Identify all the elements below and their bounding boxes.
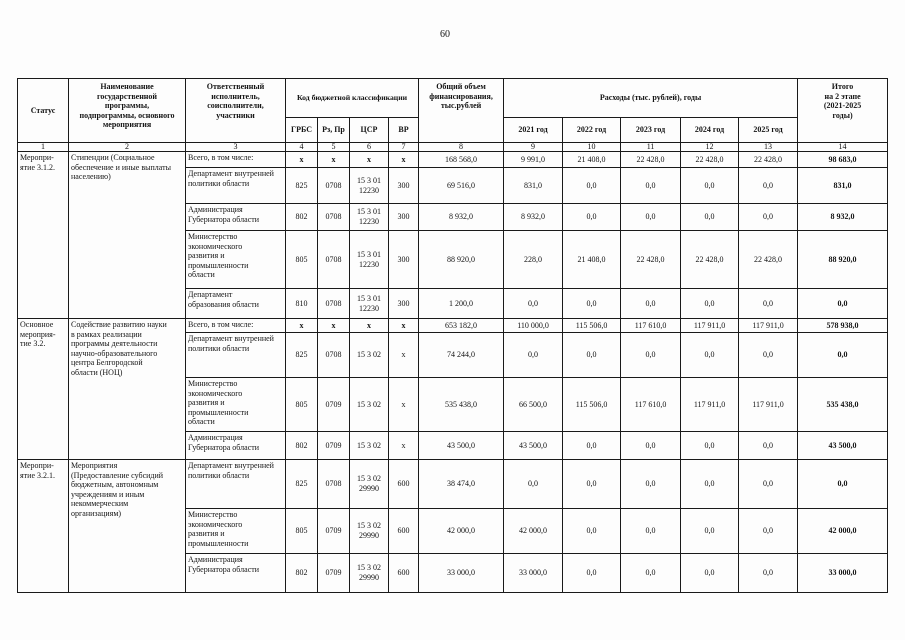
total-funding-cell: 42 000,0 bbox=[419, 509, 504, 554]
header-vr: ВР bbox=[389, 118, 419, 143]
stage-total-cell: 8 932,0 bbox=[798, 204, 888, 231]
responsible-cell: Администрация Губернатора области bbox=[186, 432, 286, 460]
year-2025-cell: 0,0 bbox=[739, 554, 798, 593]
stage-total-cell: 0,0 bbox=[798, 333, 888, 378]
grbs-cell: 805 bbox=[286, 378, 318, 432]
year-2022-cell: 0,0 bbox=[563, 554, 621, 593]
column-number-14: 14 bbox=[798, 143, 888, 152]
column-number-13: 13 bbox=[739, 143, 798, 152]
header-csr: ЦСР bbox=[350, 118, 389, 143]
header-responsible: Ответственный исполнитель, соисполнители, участники bbox=[186, 79, 286, 143]
grbs-cell: 802 bbox=[286, 204, 318, 231]
total-funding-cell: 38 474,0 bbox=[419, 460, 504, 509]
total-funding-cell: 168 568,0 bbox=[419, 152, 504, 168]
year-2024-cell: 0,0 bbox=[681, 168, 739, 204]
csr-cell: 15 3 01 12230 bbox=[350, 168, 389, 204]
year-2025-cell: 117 911,0 bbox=[739, 378, 798, 432]
rzpr-cell: 0709 bbox=[318, 554, 350, 593]
year-2023-cell: 0,0 bbox=[621, 509, 681, 554]
header-total-funding: Общий объем финансирования, тыс.рублей bbox=[419, 79, 504, 143]
grbs-cell: 805 bbox=[286, 231, 318, 289]
grbs-cell: 802 bbox=[286, 554, 318, 593]
vr-cell: 300 bbox=[389, 204, 419, 231]
year-2024-cell: 0,0 bbox=[681, 333, 739, 378]
rzpr-cell: 0709 bbox=[318, 432, 350, 460]
column-number-9: 9 bbox=[504, 143, 563, 152]
year-2024-cell: 0,0 bbox=[681, 204, 739, 231]
year-2023-cell: 0,0 bbox=[621, 204, 681, 231]
grbs-cell: 825 bbox=[286, 333, 318, 378]
year-2021-cell: 43 500,0 bbox=[504, 432, 563, 460]
csr-cell: 15 3 01 12230 bbox=[350, 231, 389, 289]
year-2023-cell: 0,0 bbox=[621, 554, 681, 593]
header-year-2021: 2021 год bbox=[504, 118, 563, 143]
year-2022-cell: 0,0 bbox=[563, 509, 621, 554]
year-2024-cell: 0,0 bbox=[681, 509, 739, 554]
header-stage-total: Итого на 2 этапе (2021-2025 годы) bbox=[798, 79, 888, 143]
stage-total-cell: 831,0 bbox=[798, 168, 888, 204]
year-2023-cell: 0,0 bbox=[621, 333, 681, 378]
stage-total-cell: 43 500,0 bbox=[798, 432, 888, 460]
stage-total-cell: 0,0 bbox=[798, 460, 888, 509]
responsible-cell: Администрация Губернатора области bbox=[186, 554, 286, 593]
year-2025-cell: 22 428,0 bbox=[739, 231, 798, 289]
stage-total-cell: 42 000,0 bbox=[798, 509, 888, 554]
year-2024-cell: 0,0 bbox=[681, 289, 739, 319]
stage-total-cell: 0,0 bbox=[798, 289, 888, 319]
status-cell: Меропри- ятие 3.2.1. bbox=[18, 460, 69, 593]
grbs-cell: 805 bbox=[286, 509, 318, 554]
program-name-cell: Содействие развитию науки в рамках реализации программы деятельности научно-образовательного центра Белгородской области (НОЦ) bbox=[69, 319, 186, 460]
total-funding-cell: 1 200,0 bbox=[419, 289, 504, 319]
status-cell: Меропри- ятие 3.1.2. bbox=[18, 152, 69, 319]
vr-cell: х bbox=[389, 152, 419, 168]
vr-cell: х bbox=[389, 378, 419, 432]
column-number-3: 3 bbox=[186, 143, 286, 152]
rzpr-cell: 0708 bbox=[318, 231, 350, 289]
csr-cell: 15 3 02 29990 bbox=[350, 460, 389, 509]
header-year-2023: 2023 год bbox=[621, 118, 681, 143]
grbs-cell: 802 bbox=[286, 432, 318, 460]
year-2025-cell: 0,0 bbox=[739, 168, 798, 204]
year-2025-cell: 117 911,0 bbox=[739, 319, 798, 333]
grbs-cell: 810 bbox=[286, 289, 318, 319]
year-2025-cell: 0,0 bbox=[739, 432, 798, 460]
year-2021-cell: 0,0 bbox=[504, 289, 563, 319]
year-2021-cell: 228,0 bbox=[504, 231, 563, 289]
table-row bbox=[18, 460, 888, 509]
year-2021-cell: 0,0 bbox=[504, 333, 563, 378]
year-2021-cell: 33 000,0 bbox=[504, 554, 563, 593]
column-number-12: 12 bbox=[681, 143, 739, 152]
header-budget-code: Код бюджетной классификации bbox=[286, 79, 419, 118]
total-funding-cell: 43 500,0 bbox=[419, 432, 504, 460]
header-status: Статус bbox=[18, 79, 69, 143]
year-2022-cell: 21 408,0 bbox=[563, 152, 621, 168]
column-number-4: 4 bbox=[286, 143, 318, 152]
column-number-5: 5 bbox=[318, 143, 350, 152]
year-2023-cell: 22 428,0 bbox=[621, 152, 681, 168]
year-2025-cell: 0,0 bbox=[739, 460, 798, 509]
header-year-2025: 2025 год bbox=[739, 118, 798, 143]
total-funding-cell: 33 000,0 bbox=[419, 554, 504, 593]
column-number-8: 8 bbox=[419, 143, 504, 152]
page-number: 60 bbox=[440, 29, 450, 40]
year-2023-cell: 0,0 bbox=[621, 168, 681, 204]
header-grbs: ГРБС bbox=[286, 118, 318, 143]
year-2022-cell: 115 506,0 bbox=[563, 319, 621, 333]
year-2023-cell: 22 428,0 bbox=[621, 231, 681, 289]
header-year-2022: 2022 год bbox=[563, 118, 621, 143]
vr-cell: 300 bbox=[389, 289, 419, 319]
rzpr-cell: 0708 bbox=[318, 204, 350, 231]
responsible-cell: Министерство экономического развития и промышленности bbox=[186, 509, 286, 554]
year-2021-cell: 66 500,0 bbox=[504, 378, 563, 432]
csr-cell: 15 3 02 bbox=[350, 378, 389, 432]
grbs-cell: х bbox=[286, 319, 318, 333]
year-2025-cell: 0,0 bbox=[739, 289, 798, 319]
total-funding-cell: 653 182,0 bbox=[419, 319, 504, 333]
csr-cell: 15 3 02 bbox=[350, 333, 389, 378]
column-number-row bbox=[18, 143, 888, 152]
year-2022-cell: 0,0 bbox=[563, 289, 621, 319]
header-row-1 bbox=[18, 79, 888, 118]
stage-total-cell: 98 683,0 bbox=[798, 152, 888, 168]
vr-cell: 300 bbox=[389, 168, 419, 204]
year-2022-cell: 0,0 bbox=[563, 168, 621, 204]
stage-total-cell: 578 938,0 bbox=[798, 319, 888, 333]
year-2025-cell: 22 428,0 bbox=[739, 152, 798, 168]
column-number-7: 7 bbox=[389, 143, 419, 152]
year-2024-cell: 22 428,0 bbox=[681, 231, 739, 289]
year-2021-cell: 8 932,0 bbox=[504, 204, 563, 231]
rzpr-cell: 0708 bbox=[318, 333, 350, 378]
vr-cell: 300 bbox=[389, 231, 419, 289]
column-number-2: 2 bbox=[69, 143, 186, 152]
status-cell: Основное мероприя- тие 3.2. bbox=[18, 319, 69, 460]
year-2024-cell: 0,0 bbox=[681, 554, 739, 593]
header-expenses: Расходы (тыс. рублей), годы bbox=[504, 79, 798, 118]
total-funding-cell: 74 244,0 bbox=[419, 333, 504, 378]
program-name-cell: Мероприятия (Предоставление субсидий бюджетным, автономным учреждениям и иным некоммерческим организациям) bbox=[69, 460, 186, 593]
rzpr-cell: 0709 bbox=[318, 378, 350, 432]
header-year-2024: 2024 год bbox=[681, 118, 739, 143]
table-body bbox=[18, 152, 888, 593]
budget-table bbox=[17, 78, 888, 593]
total-funding-cell: 535 438,0 bbox=[419, 378, 504, 432]
column-number-1: 1 bbox=[18, 143, 69, 152]
responsible-cell: Всего, в том числе: bbox=[186, 319, 286, 333]
year-2024-cell: 0,0 bbox=[681, 432, 739, 460]
year-2022-cell: 115 506,0 bbox=[563, 378, 621, 432]
rzpr-cell: 0708 bbox=[318, 168, 350, 204]
vr-cell: х bbox=[389, 319, 419, 333]
csr-cell: х bbox=[350, 319, 389, 333]
column-number-6: 6 bbox=[350, 143, 389, 152]
year-2024-cell: 117 911,0 bbox=[681, 319, 739, 333]
year-2021-cell: 9 991,0 bbox=[504, 152, 563, 168]
total-funding-cell: 88 920,0 bbox=[419, 231, 504, 289]
year-2023-cell: 117 610,0 bbox=[621, 378, 681, 432]
responsible-cell: Министерство экономического развития и промышленности области bbox=[186, 378, 286, 432]
year-2024-cell: 117 911,0 bbox=[681, 378, 739, 432]
rzpr-cell: 0708 bbox=[318, 460, 350, 509]
vr-cell: х bbox=[389, 333, 419, 378]
year-2022-cell: 0,0 bbox=[563, 333, 621, 378]
rzpr-cell: х bbox=[318, 319, 350, 333]
year-2022-cell: 21 408,0 bbox=[563, 231, 621, 289]
responsible-cell: Департамент внутренней политики области bbox=[186, 333, 286, 378]
year-2025-cell: 0,0 bbox=[739, 204, 798, 231]
year-2022-cell: 0,0 bbox=[563, 460, 621, 509]
total-funding-cell: 8 932,0 bbox=[419, 204, 504, 231]
grbs-cell: х bbox=[286, 152, 318, 168]
year-2023-cell: 0,0 bbox=[621, 289, 681, 319]
csr-cell: 15 3 02 29990 bbox=[350, 509, 389, 554]
table-row bbox=[18, 319, 888, 333]
year-2021-cell: 831,0 bbox=[504, 168, 563, 204]
year-2023-cell: 117 610,0 bbox=[621, 319, 681, 333]
year-2023-cell: 0,0 bbox=[621, 432, 681, 460]
responsible-cell: Департамент внутренней политики области bbox=[186, 168, 286, 204]
total-funding-cell: 69 516,0 bbox=[419, 168, 504, 204]
vr-cell: 600 bbox=[389, 509, 419, 554]
rzpr-cell: х bbox=[318, 152, 350, 168]
year-2021-cell: 110 000,0 bbox=[504, 319, 563, 333]
year-2021-cell: 0,0 bbox=[504, 460, 563, 509]
stage-total-cell: 33 000,0 bbox=[798, 554, 888, 593]
vr-cell: х bbox=[389, 432, 419, 460]
year-2022-cell: 0,0 bbox=[563, 432, 621, 460]
year-2022-cell: 0,0 bbox=[563, 204, 621, 231]
rzpr-cell: 0709 bbox=[318, 509, 350, 554]
csr-cell: 15 3 02 29990 bbox=[350, 554, 389, 593]
grbs-cell: 825 bbox=[286, 168, 318, 204]
csr-cell: 15 3 01 12230 bbox=[350, 289, 389, 319]
vr-cell: 600 bbox=[389, 460, 419, 509]
stage-total-cell: 535 438,0 bbox=[798, 378, 888, 432]
responsible-cell: Департамент внутренней политики области bbox=[186, 460, 286, 509]
responsible-cell: Министерство экономического развития и промышленности области bbox=[186, 231, 286, 289]
responsible-cell: Всего, в том числе: bbox=[186, 152, 286, 168]
csr-cell: 15 3 01 12230 bbox=[350, 204, 389, 231]
table-header bbox=[18, 79, 888, 152]
rzpr-cell: 0708 bbox=[318, 289, 350, 319]
header-program-name: Наименование государственной программы, подпрограммы, основного мероприятия bbox=[69, 79, 186, 143]
responsible-cell: Департамент образования области bbox=[186, 289, 286, 319]
year-2023-cell: 0,0 bbox=[621, 460, 681, 509]
stage-total-cell: 88 920,0 bbox=[798, 231, 888, 289]
year-2025-cell: 0,0 bbox=[739, 333, 798, 378]
csr-cell: 15 3 02 bbox=[350, 432, 389, 460]
program-name-cell: Стипендии (Социальное обеспечение и иные выплаты населению) bbox=[69, 152, 186, 319]
year-2025-cell: 0,0 bbox=[739, 509, 798, 554]
responsible-cell: Администрация Губернатора области bbox=[186, 204, 286, 231]
column-number-11: 11 bbox=[621, 143, 681, 152]
grbs-cell: 825 bbox=[286, 460, 318, 509]
year-2024-cell: 0,0 bbox=[681, 460, 739, 509]
year-2021-cell: 42 000,0 bbox=[504, 509, 563, 554]
vr-cell: 600 bbox=[389, 554, 419, 593]
table-row bbox=[18, 152, 888, 168]
csr-cell: х bbox=[350, 152, 389, 168]
year-2024-cell: 22 428,0 bbox=[681, 152, 739, 168]
header-rzpr: Рз, Пр bbox=[318, 118, 350, 143]
column-number-10: 10 bbox=[563, 143, 621, 152]
